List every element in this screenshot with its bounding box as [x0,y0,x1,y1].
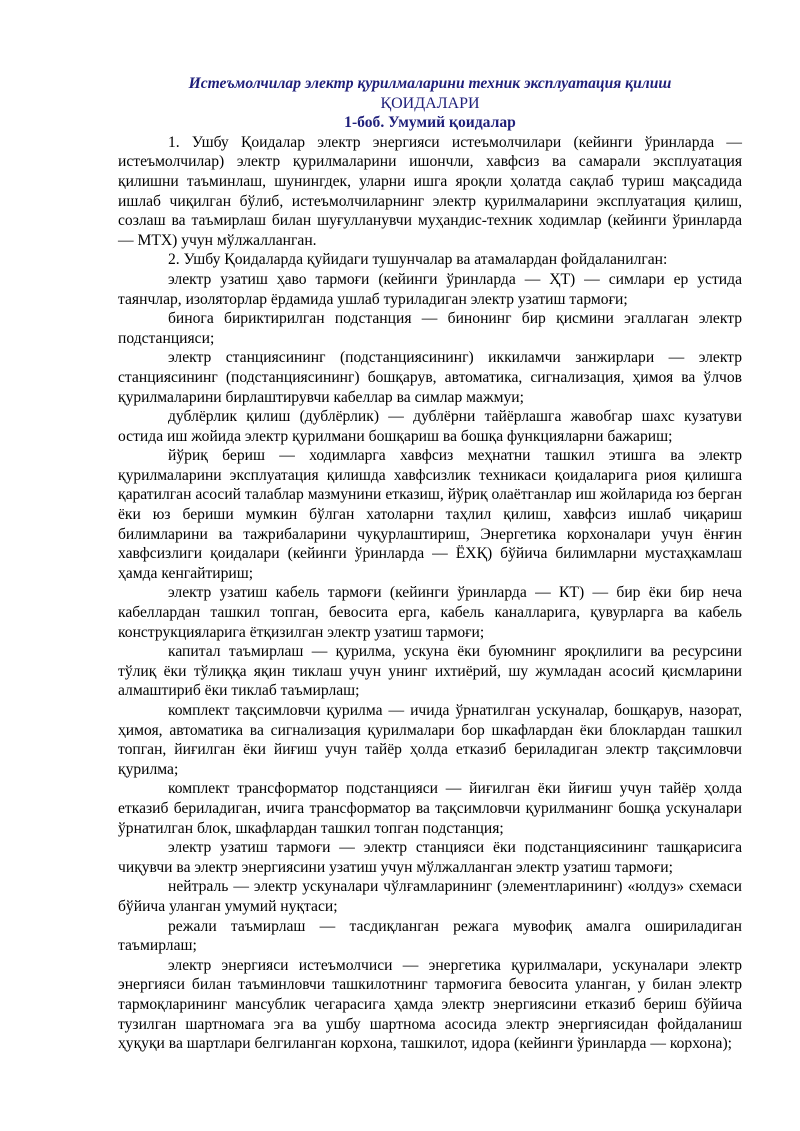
paragraph-1: 1. Ушбу Қоидалар электр энергияси истеъмолчилари (кейинги ўринларда — истеъмолчилар) электр қурилмаларини ишончли, хавфсиз ва самарали эксплуатация қилишни таъминлаш, шунингдек, уларни ишга яроқли ҳолатда сақлаб туриш мақсадида ишлаб чиқилган бўлиб, истеъмолчиларнинг электр қурилмаларини эксплуатация қилиш, созлаш ва таъмирлаш билан шуғулланувчи муҳандис-техник ходимлар (кейинги ўринларда — МТХ) учун мўлжалланган. [118,133,742,249]
definition-attached-substation: бинога бириктирилган подстанция — бинонинг бир қисмини эгаллаган электр подстанцияси; [118,310,742,347]
definition-complete-switchgear: комплект тақсимловчи қурилма — ичида ўрнатилган ускуналар, бошқарув, назорат, ҳимоя, автоматика ва сигнализация қурилмалари бор шкафлардан ёки блоклардан ташкил топган, йиғилган ёки йиғиш учун тайёр ҳолда етказиб бериладиган электр тақсимловчи қурилма; [118,702,742,778]
definition-complete-transformer-substation: комплект трансформатор подстанцияси — йиғилган ёки йиғиш учун тайёр ҳолда етказиб бериладиган, ичига трансформатор ва тақсимловчи қурилманинг бошқа ускуналари ўрнатилган блок, шкафлардан ташкил топган подстанция; [118,780,742,837]
definition-briefing: йўриқ бериш — ходимларга хавфсиз меҳнатни ташкил этишга ва электр қурилмаларини эксплуатация қилишда хавфсизлик техникаси қоидаларига риоя қилишга қаратилган асосий талаблар мазмунини етказиш, йўриқ олаётганлар иш жойларида юз берган ёки юз бериши мумкин бўлган хатоларни таҳлил қилиш, хавфсиз ишлаб чиқариш билимларини ва тажрибаларини чуқурлаштириш, Энергетика корхоналари учун ёнғин хавфсизлиги қоидалари (кейинги ўринларда — ЁХҚ) бўйича билимларни мустаҳкамлаш ҳамда кенгайтириш; [118,447,742,582]
document-title-rules: ҚОИДАЛАРИ [380,94,480,112]
definition-consumer: электр энергияси истеъмолчиси — энергетика қурилмалари, ускуналари электр энергияси билан таъминловчи ташкилотнинг тармоғига бевосита уланган, у билан электр тармоқларининг мансублик чегарасига ҳамда электр энергиясини етказиб бериш бўйича тузилган шартномага эга ва ушбу шартнома асосида электр энергиясидан фойдаланиш ҳуқуқи ва шартлари белгиланган корхона, ташкилот, идора (кейинги ўринларда — корхона); [118,956,742,1053]
definition-overhead-line: электр узатиш ҳаво тармоғи (кейинги ўринларда — ҲТ) — симлари ер устида таянчлар, изоляторлар ёрдамида ушлаб туриладиган электр узатиш тармоғи; [118,270,742,308]
definition-neutral: нейтраль — электр ускуналари чўлғамларининг (элементларининг) «юлдуз» схемаси бўйича уланган умумий нуқтаси; [118,878,742,915]
definition-transmission-line: электр узатиш тармоғи — электр станцияси ёки подстанциясининг ташқарисига чиқувчи ва электр энергиясини узатиш учун мўлжалланган электр узатиш тармоғи; [118,839,742,876]
definition-secondary-circuits: электр станциясининг (подстанциясининг) иккиламчи занжирлари — электр станциясининг (подстанциясининг) бошқарув, автоматика, сигнализация, ҳимоя ва ўлчов қурилмаларини бирлаштирувчи кабеллар ва симлар мажмуи; [118,349,742,406]
document-title: Истеъмолчилар электр қурилмаларини техник эксплуатация қилиш [188,75,672,92]
definition-understudy: дублёрлик қилиш (дублёрлик) — дублёрни тайёрлашга жавобгар шахс кузатуви остида иш жойида электр қурилмани бошқариш ва бошқа функцияларни бажариш; [118,408,742,445]
definition-capital-repair: капитал таъмирлаш — қурилма, ускуна ёки буюмнинг яроқлилиги ва ресурсини тўлиқ ёки тўлиққа яқин тиклаш учун унинг ихтиёрий, шу жумладан асосий қисмларини алмаштириб ёки тиклаб таъмирлаш; [118,643,742,700]
paragraph-2: 2. Ушбу Қоидаларда қуйидаги тушунчалар ва атамалардан фойдаланилган: [168,251,668,269]
definition-cable-line: электр узатиш кабель тармоғи (кейинги ўринларда — КТ) — бир ёки бир неча кабеллардан ташкил топган, бевосита ерга, кабель каналларига, қувурларга ва кабель конструкцияларига ётқизилган электр узатиш тармоғи; [118,584,742,641]
definition-planned-repair: режали таъмирлаш — тасдиқланган режага мувофиқ амалга ошириладиган таъмирлаш; [118,917,742,955]
chapter-heading: 1-боб. Умумий қоидалар [344,114,516,132]
